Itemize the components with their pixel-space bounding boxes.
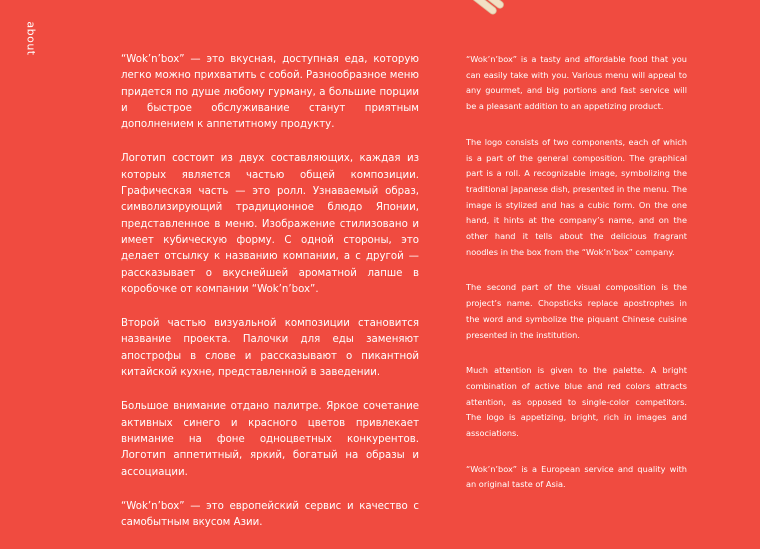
- english-text-column: [466, 52, 687, 513]
- ru-paragraph-palette: Большое внимание отдано палитре. Яркое сочетание активных синего и красного цветов привлекает внимание на фоне одноцветных конкурентов. Логотип аппетитный, яркий, богатый на образы и ассоциации.: [121, 401, 419, 478]
- chopsticks-icon: [448, 0, 508, 26]
- en-paragraph-closing: “Wok’n’box” is a European service and quality with an original taste of Asia.: [466, 463, 687, 490]
- en-paragraph-logo: The logo consists of two components, each of which is a part of the general composition. The graphical part is a roll. A recognizable image, symbolizing the traditional Japanese dish, presented in the menu. The image is stylized and has a cubic form. On the one hand, it hints at the company’s name, and on the other hand it tells about the delicious fragrant noodles in the box from the “Wok’n’box” company.: [466, 136, 687, 257]
- section-label: [26, 20, 40, 60]
- en-paragraph-palette: Much attention is given to the palette. A bright combination of active blue and red colors attracts attention, as opposed to single-color competitors. The logo is appetizing, bright, rich in images and associations.: [466, 365, 687, 439]
- section-label-text: about: [24, 21, 38, 56]
- ru-paragraph-name: Второй частью визуальной композиции становится название проекта. Палочки для еды заменяют апострофы в слове и рассказывают о пикантной китайской кухне, представленной в заведении.: [121, 318, 419, 379]
- ru-paragraph-closing: “Wok’n’box” — это европейский сервис и качество с самобытным вкусом Азии.: [121, 500, 419, 529]
- en-paragraph-intro: “Wok’n’box” is a tasty and affordable food that you can easily take with you. Various menu will appeal to any gourmet, and big portions and fast service will be a pleasant addition to an appetizing product.: [466, 54, 687, 112]
- ru-paragraph-logo: Логотип состоит из двух составляющих, каждая из которых является частью общей композиции. Графическая часть — это ролл. Узнаваемый образ, символизирующий традиционное блюдо Японии, представленное в меню. Изображение стилизовано и имеет кубическую форму. С одной стороны, это делает отсылку к названию компании, а с другой — рассказывает о вкуснейшей ароматной лапше в коробочке от компании “Wok’n’box”.: [121, 153, 419, 295]
- russian-text-column: [121, 52, 419, 549]
- ru-paragraph-intro: “Wok’n’box” — это вкусная, доступная еда, которую легко можно прихватить с собой. Разнообразное меню придется по душе любому гурману, а большие порции и быстрое обслуживание станут приятным дополнением к аппетитному продукту.: [121, 54, 419, 131]
- en-paragraph-name: The second part of the visual composition is the project’s name. Chopsticks replace apostrophes in the word and symbolize the piquant Chinese cuisine presented in the institution.: [466, 282, 687, 340]
